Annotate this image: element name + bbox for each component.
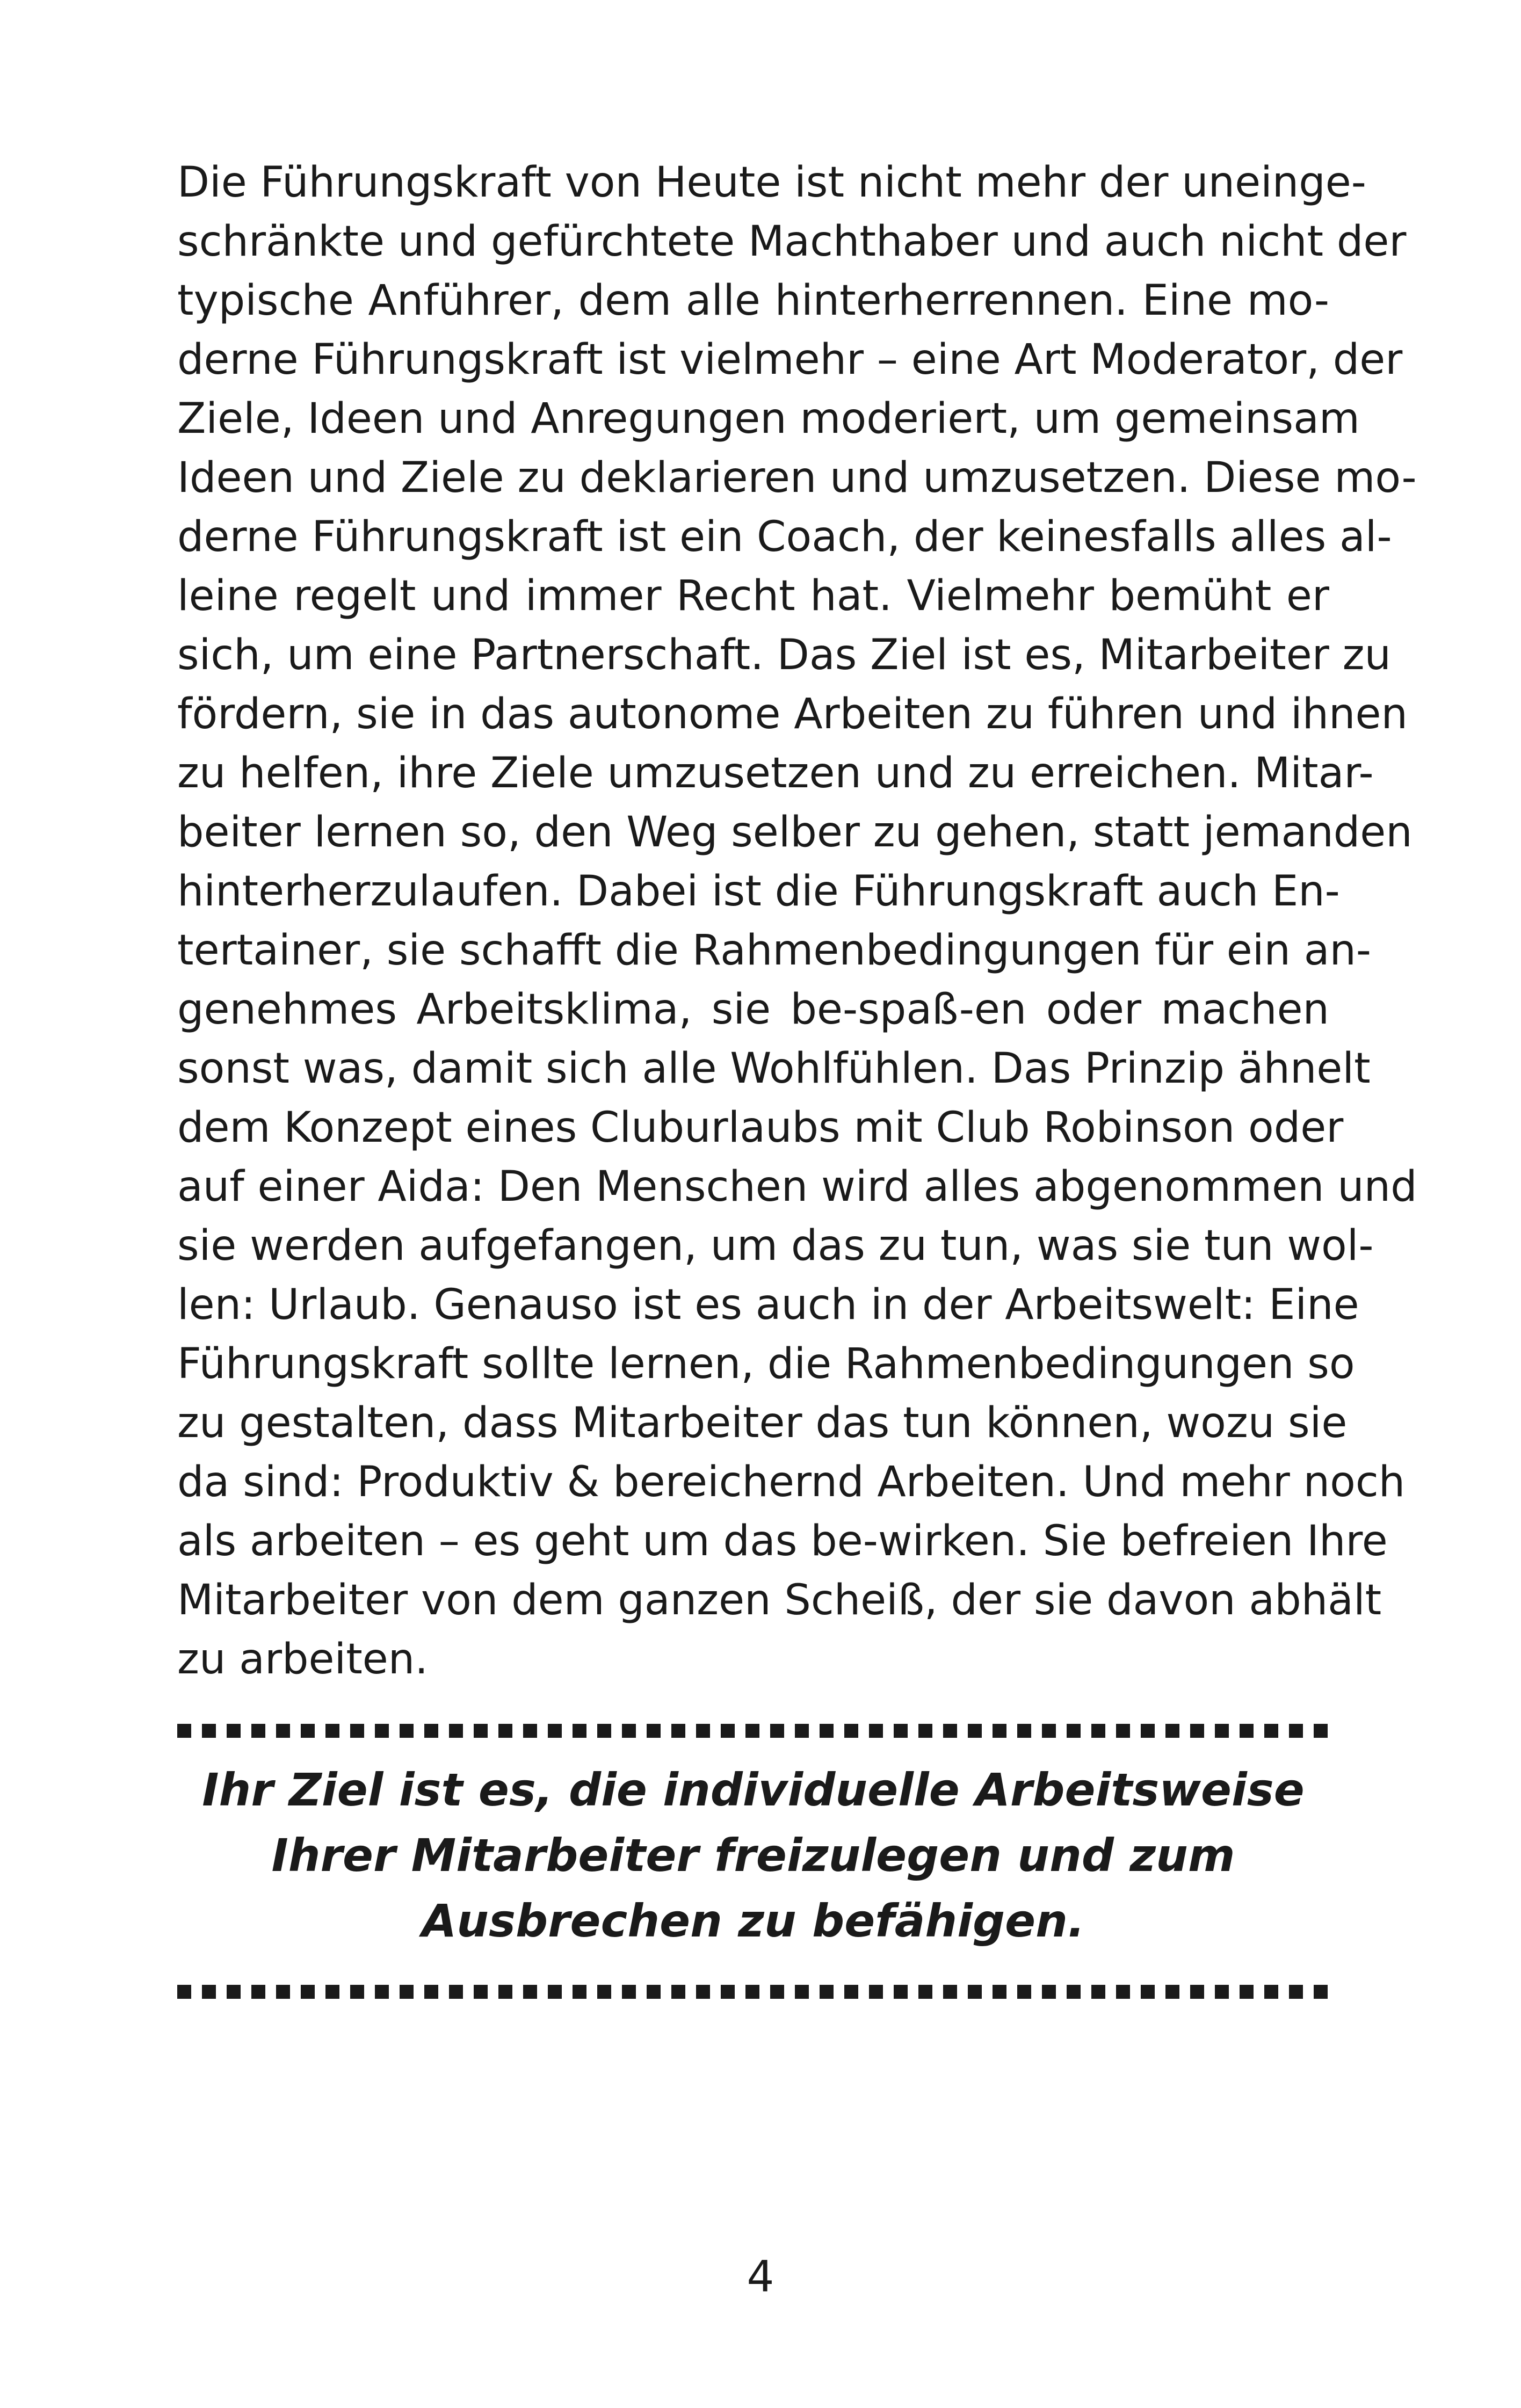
- body-line: sonst was, damit sich alle Wohlfühlen. Das Prinzip ähnelt: [177, 1045, 1371, 1093]
- body-line: Die Führungskraft von Heute ist nicht mehr der uneinge-: [177, 158, 1366, 207]
- body-line: hinterherzulaufen. Dabei ist die Führungskraft auch En-: [177, 867, 1340, 916]
- body-line: beiter lernen so, den Weg selber zu gehen, statt jemanden: [177, 808, 1413, 857]
- body-line: Ideen und Ziele zu deklarieren und umzusetzen. Diese mo-: [177, 454, 1417, 502]
- dotted-divider-top: [177, 1724, 1329, 1738]
- page-number: 4: [747, 2252, 774, 2302]
- body-line: derne Führungskraft ist ein Coach, der keinesfalls alles al-: [177, 513, 1392, 561]
- body-line: typische Anführer, dem alle hinterherrennen. Eine mo-: [177, 277, 1329, 325]
- body-line: len: Urlaub. Genauso ist es auch in der Arbeitswelt: Eine: [177, 1281, 1359, 1329]
- body-line: derne Führungskraft ist vielmehr – eine Art Moderator, der: [177, 336, 1403, 384]
- body-line: Mitarbeiter von dem ganzen Scheiß, der sie davon abhält: [177, 1576, 1382, 1624]
- dotted-divider-bottom: [177, 1985, 1329, 1999]
- body-line: sich, um eine Partnerschaft. Das Ziel ist es, Mitarbeiter zu: [177, 631, 1391, 679]
- body-line: zu arbeiten.: [177, 1635, 429, 1684]
- pull-quote-line: Ihrer Mitarbeiter freizulegen und zum: [271, 1829, 1235, 1882]
- body-line: leine regelt und immer Recht hat. Vielmehr bemüht er: [177, 572, 1329, 620]
- body-line: Ziele, Ideen und Anregungen moderiert, um gemeinsam: [177, 395, 1360, 443]
- body-line: zu helfen, ihre Ziele umzusetzen und zu erreichen. Mitar-: [177, 749, 1374, 797]
- pull-quote-line: Ausbrechen zu befähigen.: [422, 1895, 1085, 1947]
- body-line: sie werden aufgefangen, um das zu tun, was sie tun wol-: [177, 1222, 1374, 1270]
- body-paragraph: [177, 153, 1417, 1689]
- body-line: als arbeiten – es geht um das be-wirken. Sie befreien Ihre: [177, 1517, 1388, 1565]
- pull-quote: [177, 1757, 1329, 1954]
- body-line: genehmes Arbeitsklima, sie be-spaß-en oder machen: [177, 985, 1329, 1034]
- body-line: zu gestalten, dass Mitarbeiter das tun können, wozu sie: [177, 1399, 1348, 1447]
- body-line: fördern, sie in das autonome Arbeiten zu führen und ihnen: [177, 690, 1408, 738]
- body-line: Führungskraft sollte lernen, die Rahmenbedingungen so: [177, 1340, 1355, 1388]
- body-line: da sind: Produktiv & bereichernd Arbeiten. Und mehr noch: [177, 1458, 1406, 1506]
- body-line: tertainer, sie schafft die Rahmenbedingungen für ein an-: [177, 926, 1372, 975]
- body-line: auf einer Aida: Den Menschen wird alles abgenommen und: [177, 1163, 1417, 1211]
- pull-quote-line: Ihr Ziel ist es, die individuelle Arbeitsweise: [202, 1764, 1305, 1816]
- body-line: schränkte und gefürchtete Machthaber und auch nicht der: [177, 217, 1407, 266]
- body-line: dem Konzept eines Cluburlaubs mit Club Robinson oder: [177, 1104, 1344, 1152]
